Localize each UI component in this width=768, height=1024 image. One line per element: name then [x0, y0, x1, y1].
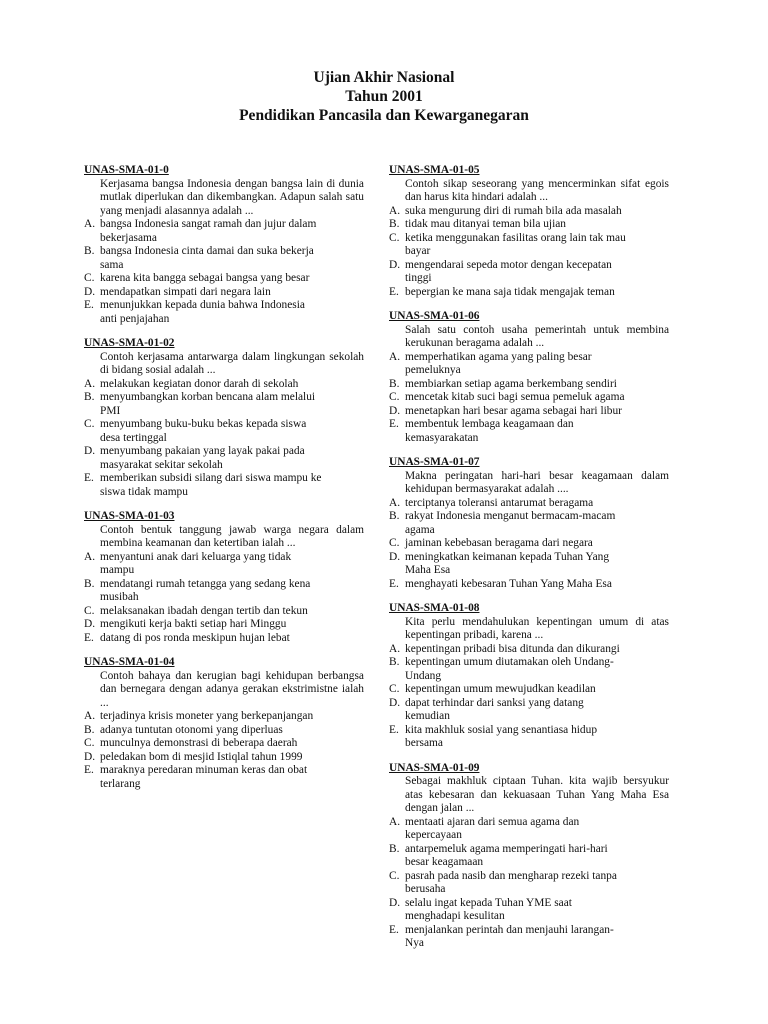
option-text: melakukan kegiatan donor darah di sekolah: [100, 377, 299, 390]
option-letter: E.: [389, 577, 399, 590]
question-block: [389, 762, 669, 951]
question-text: Contoh bahaya dan kerugian bagi kehidupan berbangsa dan bernegara dengan adanya gerakan ekstrimistne ialah ...: [100, 669, 364, 709]
option-letter: E.: [389, 418, 399, 430]
option-letter: E.: [84, 764, 94, 776]
question-code: UNAS-SMA-01-03: [84, 510, 175, 522]
option-text: membentuk lembaga keagamaan dan kemasyarakatan: [405, 418, 574, 444]
answer-option: [389, 724, 669, 751]
option-text: mencetak kitab suci bagi semua pemeluk agama: [405, 391, 625, 403]
option-text: melaksanakan ibadah dengan tertib dan tekun: [100, 604, 308, 617]
option-letter: A.: [389, 642, 401, 655]
option-text: meningkatkan keimanan kepada Tuhan Yang Maha Esa: [405, 550, 610, 576]
option-letter: A.: [84, 218, 96, 230]
answer-option: [84, 218, 364, 245]
answer-option: [84, 618, 364, 632]
question-code: UNAS-SMA-01-02: [84, 337, 175, 349]
option-text: mengendarai sepeda motor dengan kecepatan tinggi: [405, 258, 612, 284]
option-letter: B.: [389, 510, 400, 522]
answer-option: [389, 497, 669, 511]
option-letter: E.: [389, 923, 399, 936]
option-letter: B.: [389, 656, 400, 668]
answer-option: [389, 286, 669, 300]
question-code: UNAS-SMA-01-0: [84, 164, 169, 176]
option-text: menyumbang buku-buku bekas kepada siswa desa tertinggal: [100, 418, 307, 444]
option-letter: A.: [84, 710, 96, 722]
option-letter: B.: [84, 391, 95, 403]
answer-option: [84, 751, 364, 765]
question-text: Kita perlu mendahulukan kepentingan umum di atas kepentingan pribadi, karena ...: [405, 615, 669, 641]
option-letter: D.: [84, 750, 96, 763]
answer-option: [389, 405, 669, 419]
question-code: UNAS-SMA-01-08: [389, 602, 480, 614]
option-letter: E.: [389, 285, 399, 298]
answer-option: [84, 764, 364, 791]
answer-option: [84, 724, 364, 738]
answer-option: [84, 391, 364, 418]
option-letter: C.: [389, 231, 400, 244]
page-header: [0, 68, 768, 125]
answer-option: [389, 510, 669, 537]
question-code: UNAS-SMA-01-05: [389, 164, 480, 176]
question-text: Kerjasama bangsa Indonesia dengan bangsa lain di dunia mutlak diperlukan dan dikembangkan. Adapun salah satu yang menjadi alasannya adalah ...: [100, 177, 364, 217]
option-text: kepentingan umum diutamakan oleh Undang-Undang: [405, 656, 614, 682]
question-text: Salah satu contoh usaha pemerintah untuk membina kerukunan beragama adalah ...: [405, 323, 669, 349]
option-letter: C.: [389, 537, 400, 549]
option-text: menyumbang pakaian yang layak pakai pada masyarakat sekitar sekolah: [100, 445, 305, 471]
answer-option: [389, 578, 669, 592]
option-text: karena kita bangga sebagai bangsa yang besar: [100, 272, 310, 284]
option-text: munculnya demonstrasi di beberapa daerah: [100, 737, 298, 749]
option-letter: C.: [84, 604, 95, 617]
option-letter: C.: [84, 272, 95, 284]
option-letter: C.: [84, 418, 95, 430]
answer-option: [389, 643, 669, 657]
option-text: ketika menggunakan fasilitas orang lain tak mau bayar: [405, 231, 626, 257]
option-letter: D.: [389, 404, 401, 417]
question-code: UNAS-SMA-01-09: [389, 761, 480, 774]
option-letter: A.: [84, 377, 96, 390]
option-text: kita makhluk sosial yang senantiasa hidup bersama: [405, 723, 598, 749]
option-text: terjadinya krisis moneter yang berkepanjangan: [100, 710, 314, 722]
question-code: UNAS-SMA-01-06: [389, 310, 480, 322]
option-letter: C.: [389, 869, 400, 882]
question-text: Contoh kerjasama antarwarga dalam lingkungan sekolah di bidang sosial adalah ...: [100, 350, 364, 376]
answer-option: [389, 843, 669, 870]
option-text: mentaati ajaran dari semua agama dan kepercayaan: [405, 815, 580, 841]
answer-option: [389, 351, 669, 378]
option-text: menjalankan perintah dan menjauhi larangan-Nya: [405, 923, 614, 949]
option-text: suka mengurung diri di rumah bila ada masalah: [405, 204, 622, 217]
left-column: [84, 164, 364, 802]
option-letter: B.: [84, 723, 95, 736]
option-text: bepergian ke mana saja tidak mengajak teman: [405, 285, 615, 298]
option-text: rakyat Indonesia menganut bermacam-macam agama: [405, 510, 616, 536]
question-block: [84, 510, 364, 645]
question-text: Contoh sikap seseorang yang mencerminkan sifat egois dan harus kita hindari adalah ...: [405, 177, 669, 203]
question-block: [389, 456, 669, 591]
answer-option: [84, 418, 364, 445]
options-list: [84, 218, 364, 326]
option-letter: D.: [389, 258, 401, 271]
answer-option: [84, 737, 364, 751]
option-text: kepentingan pribadi bisa ditunda dan dikurangi: [405, 642, 620, 655]
option-letter: B.: [84, 577, 95, 590]
option-letter: D.: [389, 550, 401, 563]
answer-option: [389, 551, 669, 578]
option-letter: E.: [84, 299, 94, 311]
option-letter: A.: [389, 350, 401, 363]
option-letter: B.: [84, 245, 95, 257]
question-block: [389, 310, 669, 445]
answer-option: [389, 924, 669, 951]
answer-option: [389, 870, 669, 897]
question-code: UNAS-SMA-01-04: [84, 656, 175, 668]
exam-year: Tahun 2001: [345, 88, 423, 105]
option-letter: A.: [389, 815, 401, 828]
option-text: tidak mau ditanyai teman bila ujian: [405, 218, 567, 230]
options-list: [389, 205, 669, 300]
answer-option: [389, 897, 669, 924]
question-block: [84, 337, 364, 499]
option-text: antarpemeluk agama memperingati hari-hari besar keagamaan: [405, 842, 608, 868]
answer-option: [389, 378, 669, 392]
answer-option: [84, 272, 364, 286]
option-letter: C.: [84, 737, 95, 749]
option-letter: B.: [389, 218, 400, 230]
option-text: maraknya peredaran minuman keras dan obat terlarang: [100, 764, 308, 790]
option-letter: D.: [84, 445, 96, 457]
option-letter: A.: [389, 496, 401, 509]
option-letter: A.: [84, 550, 96, 563]
answer-option: [84, 605, 364, 619]
option-text: datang di pos ronda meskipun hujan lebat: [100, 631, 290, 644]
option-letter: D.: [389, 896, 401, 909]
question-text: Contoh bentuk tanggung jawab warga negara dalam membina keamanan dan ketertiban ialah ...: [100, 523, 364, 549]
right-column: [389, 164, 669, 962]
question-block: [389, 164, 669, 299]
option-letter: D.: [389, 696, 401, 709]
answer-option: [84, 299, 364, 326]
option-text: mengikuti kerja bakti setiap hari Minggu: [100, 618, 287, 630]
option-text: kepentingan umum mewujudkan keadilan: [405, 683, 596, 695]
option-text: bangsa Indonesia sangat ramah dan jujur dalam bekerjasama: [100, 218, 317, 244]
option-text: jaminan kebebasan beragama dari negara: [405, 537, 593, 549]
option-text: menyantuni anak dari keluarga yang tidak mampu: [100, 550, 292, 576]
option-letter: B.: [389, 377, 400, 390]
option-text: mendatangi rumah tetangga yang sedang kena musibah: [100, 577, 311, 603]
option-text: mendapatkan simpati dari negara lain: [100, 285, 271, 298]
option-text: membiarkan setiap agama berkembang sendiri: [405, 377, 617, 390]
question-block: [389, 602, 669, 751]
exam-subject: Pendidikan Pancasila dan Kewarganegaran: [239, 107, 529, 124]
answer-option: [84, 286, 364, 300]
option-text: menetapkan hari besar agama sebagai hari libur: [405, 404, 622, 417]
question-code: UNAS-SMA-01-07: [389, 456, 480, 468]
option-letter: E.: [84, 631, 94, 644]
question-text: Makna peringatan hari-hari besar keagamaan dalam kehidupan bermasyarakat adalah ....: [405, 469, 669, 495]
answer-option: [84, 551, 364, 578]
option-letter: E.: [84, 472, 94, 484]
option-text: memperhatikan agama yang paling besar pemeluknya: [405, 350, 592, 376]
question-block: [84, 164, 364, 326]
option-letter: A.: [389, 204, 401, 217]
answer-option: [389, 537, 669, 551]
options-list: [389, 497, 669, 592]
question-block: [84, 656, 364, 791]
answer-option: [389, 697, 669, 724]
answer-option: [389, 418, 669, 445]
option-text: dapat terhindar dari sanksi yang datang kemudian: [405, 696, 584, 722]
answer-option: [84, 632, 364, 646]
answer-option: [84, 472, 364, 499]
option-text: menyumbangkan korban bencana alam melalui PMI: [100, 391, 316, 417]
answer-option: [389, 391, 669, 405]
options-list: [84, 710, 364, 791]
option-text: menunjukkan kepada dunia bahwa Indonesia anti penjajahan: [100, 299, 305, 325]
question-text: Sebagai makhluk ciptaan Tuhan. kita wajib bersyukur atas kebesaran dan kekuasaan Tuhan Yang Maha Esa dengan jalan ...: [405, 775, 669, 814]
options-list: [84, 378, 364, 500]
option-letter: E.: [389, 723, 399, 736]
options-list: [389, 816, 669, 951]
exam-title: Ujian Akhir Nasional: [313, 69, 455, 86]
option-text: menghayati kebesaran Tuhan Yang Maha Esa: [405, 577, 612, 590]
options-list: [84, 551, 364, 646]
answer-option: [84, 378, 364, 392]
answer-option: [389, 232, 669, 259]
answer-option: [389, 816, 669, 843]
answer-option: [389, 656, 669, 683]
answer-option: [84, 578, 364, 605]
answer-option: [84, 710, 364, 724]
options-list: [389, 643, 669, 751]
option-letter: C.: [389, 683, 400, 695]
option-text: selalu ingat kepada Tuhan YME saat menghadapi kesulitan: [405, 896, 572, 922]
option-letter: C.: [389, 391, 400, 403]
answer-option: [84, 445, 364, 472]
option-text: memberikan subsidi silang dari siswa mampu ke siswa tidak mampu: [100, 472, 322, 498]
option-letter: B.: [389, 842, 400, 855]
option-text: adanya tuntutan otonomi yang diperluas: [100, 723, 283, 736]
answer-option: [389, 218, 669, 232]
answer-option: [84, 245, 364, 272]
option-text: peledakan bom di mesjid Istiqlal tahun 1999: [100, 750, 303, 763]
options-list: [389, 351, 669, 446]
option-letter: D.: [84, 285, 96, 298]
answer-option: [389, 205, 669, 219]
option-text: bangsa Indonesia cinta damai dan suka bekerja sama: [100, 245, 314, 271]
option-letter: D.: [84, 618, 96, 630]
option-text: terciptanya toleransi antarumat beragama: [405, 496, 594, 509]
answer-option: [389, 683, 669, 697]
answer-option: [389, 259, 669, 286]
option-text: pasrah pada nasib dan mengharap rezeki tanpa berusaha: [405, 869, 617, 895]
